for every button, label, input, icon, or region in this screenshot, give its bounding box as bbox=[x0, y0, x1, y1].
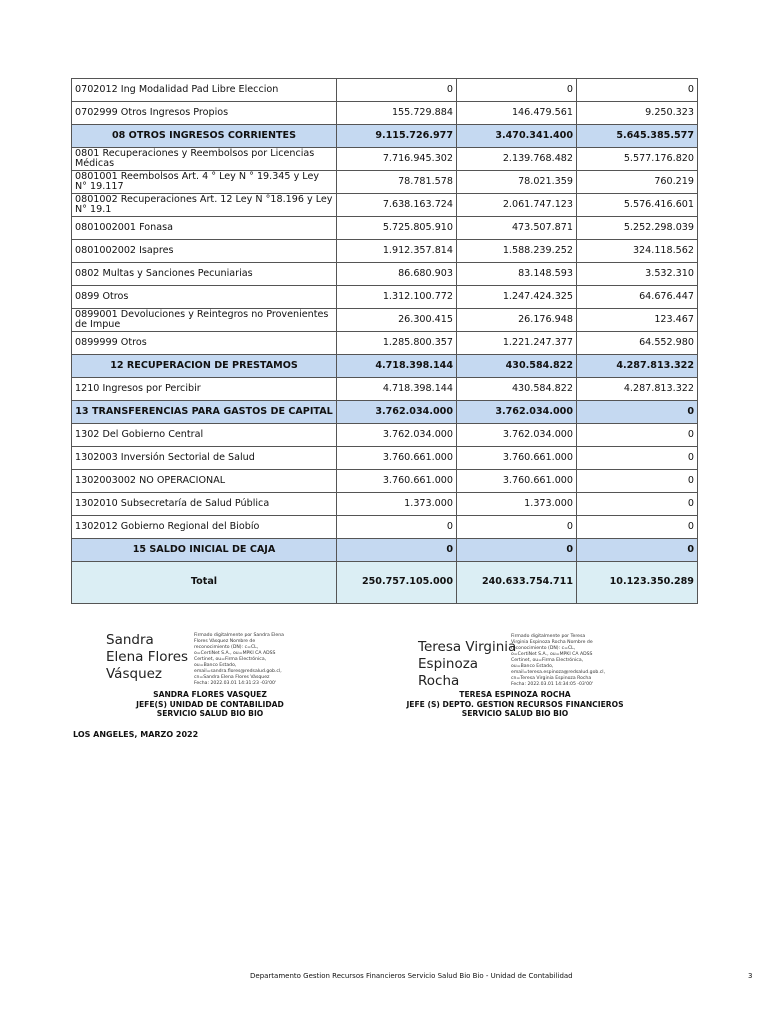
signer-org: SERVICIO SALUD BIO BIO bbox=[461, 709, 569, 719]
table-row bbox=[72, 286, 698, 309]
amount-cell-1: 1.312.100.772 bbox=[337, 286, 457, 309]
amount-cell-3: 324.118.562 bbox=[577, 240, 698, 263]
income-table-body bbox=[72, 79, 698, 604]
signature-name-line: Espinoza bbox=[418, 656, 479, 672]
amount-cell-1: 0 bbox=[337, 516, 457, 539]
section-header-row bbox=[72, 355, 698, 378]
amount-cell-1: 3.760.661.000 bbox=[337, 447, 457, 470]
signature-name-line: Teresa Virginia bbox=[418, 639, 517, 655]
table-row bbox=[72, 102, 698, 125]
amount-cell-2: 1.373.000 bbox=[457, 493, 577, 516]
amount-cell-1: 1.373.000 bbox=[337, 493, 457, 516]
signature-mark-sandra bbox=[106, 632, 188, 683]
account-description-cell: 1210 Ingresos por Percibir bbox=[72, 378, 337, 401]
amount-cell-2: 3.762.034.000 bbox=[457, 424, 577, 447]
amount-cell-1: 7.716.945.302 bbox=[337, 148, 457, 171]
amount-cell-3: 0 bbox=[577, 539, 698, 562]
amount-cell-2: 0 bbox=[457, 516, 577, 539]
table-row bbox=[72, 493, 698, 516]
table-row bbox=[72, 79, 698, 102]
amount-cell-1: 26.300.415 bbox=[337, 309, 457, 332]
signature-caption-sandra bbox=[100, 690, 320, 719]
amount-cell-1: 86.680.903 bbox=[337, 263, 457, 286]
amount-cell-3: 5.645.385.577 bbox=[577, 125, 698, 148]
account-description-cell: Total bbox=[72, 562, 337, 604]
amount-cell-2: 2.139.768.482 bbox=[457, 148, 577, 171]
amount-cell-3: 0 bbox=[577, 424, 698, 447]
account-description-cell: 0899001 Devoluciones y Reintegros no Provenientes de Impue bbox=[72, 309, 337, 332]
amount-cell-1: 3.762.034.000 bbox=[337, 424, 457, 447]
signer-role: JEFE (S) DEPTO. GESTION RECURSOS FINANCIEROS bbox=[406, 699, 624, 709]
amount-cell-3: 760.219 bbox=[577, 171, 698, 194]
amount-cell-2: 0 bbox=[457, 539, 577, 562]
section-header-row bbox=[72, 539, 698, 562]
signature-name-line: Elena Flores bbox=[106, 649, 189, 665]
signature-caption-teresa bbox=[380, 690, 650, 719]
amount-cell-1: 3.760.661.000 bbox=[337, 470, 457, 493]
amount-cell-3: 0 bbox=[577, 516, 698, 539]
page-number: 3 bbox=[748, 972, 753, 980]
amount-cell-3: 0 bbox=[577, 493, 698, 516]
account-description-cell: 0702012 Ing Modalidad Pad Libre Eleccion bbox=[72, 79, 337, 102]
amount-cell-3: 3.532.310 bbox=[577, 263, 698, 286]
signature-details-teresa: Firmado digitalmente por Teresa Virginia Espinoza Rocha Nombre de reconocimiento (DN): c=CL, o=CertiNet S.A., ou=MPKI CA ADSS Certinet, ou=Firma Electrónica, ou=Banco Estado, email=teresa.espinoza@redsalud.gob.cl, cn=Teresa Virginia Espinoza Rocha Fecha: 2022.03.01 14:34:05 -03'00' bbox=[511, 634, 606, 687]
amount-cell-2: 0 bbox=[457, 79, 577, 102]
signature-mark-teresa bbox=[418, 639, 516, 690]
signature-name-line: Rocha bbox=[418, 673, 460, 689]
account-description-cell: 0899999 Otros bbox=[72, 332, 337, 355]
amount-cell-2: 26.176.948 bbox=[457, 309, 577, 332]
amount-cell-2: 83.148.593 bbox=[457, 263, 577, 286]
amount-cell-3: 5.576.416.601 bbox=[577, 194, 698, 217]
table-row bbox=[72, 148, 698, 171]
footer-text: Departamento Gestion Recursos Financieros Servicio Salud Bio Bio - Unidad de Contabilidad bbox=[250, 972, 573, 980]
amount-cell-3: 0 bbox=[577, 401, 698, 424]
amount-cell-2: 3.762.034.000 bbox=[457, 401, 577, 424]
amount-cell-2: 1.221.247.377 bbox=[457, 332, 577, 355]
amount-cell-1: 7.638.163.724 bbox=[337, 194, 457, 217]
table-row bbox=[72, 217, 698, 240]
account-description-cell: 1302012 Gobierno Regional del Biobío bbox=[72, 516, 337, 539]
amount-cell-3: 10.123.350.289 bbox=[577, 562, 698, 604]
amount-cell-3: 123.467 bbox=[577, 309, 698, 332]
income-table bbox=[71, 78, 698, 604]
section-header-row bbox=[72, 125, 698, 148]
amount-cell-2: 430.584.822 bbox=[457, 378, 577, 401]
amount-cell-1: 250.757.105.000 bbox=[337, 562, 457, 604]
amount-cell-2: 3.470.341.400 bbox=[457, 125, 577, 148]
account-description-cell: 0802 Multas y Sanciones Pecuniarias bbox=[72, 263, 337, 286]
amount-cell-3: 4.287.813.322 bbox=[577, 378, 698, 401]
section-header-row bbox=[72, 401, 698, 424]
account-description-cell: 1302003 Inversión Sectorial de Salud bbox=[72, 447, 337, 470]
amount-cell-3: 0 bbox=[577, 447, 698, 470]
amount-cell-1: 9.115.726.977 bbox=[337, 125, 457, 148]
total-row bbox=[72, 562, 698, 604]
account-description-cell: 0801002 Recuperaciones Art. 12 Ley N °18.196 y Ley N° 19.1 bbox=[72, 194, 337, 217]
signer-name: SANDRA FLORES VASQUEZ bbox=[153, 690, 267, 699]
signature-name-line: Vásquez bbox=[106, 666, 163, 682]
place-and-date: LOS ANGELES, MARZO 2022 bbox=[73, 730, 199, 739]
table-row bbox=[72, 240, 698, 263]
amount-cell-2: 240.633.754.711 bbox=[457, 562, 577, 604]
signer-org: SERVICIO SALUD BIO BIO bbox=[156, 709, 264, 719]
table-row bbox=[72, 470, 698, 493]
account-description-cell: 08 OTROS INGRESOS CORRIENTES bbox=[72, 125, 337, 148]
amount-cell-2: 3.760.661.000 bbox=[457, 470, 577, 493]
amount-cell-1: 3.762.034.000 bbox=[337, 401, 457, 424]
amount-cell-1: 1.912.357.814 bbox=[337, 240, 457, 263]
report-sheet bbox=[71, 78, 697, 604]
amount-cell-1: 4.718.398.144 bbox=[337, 355, 457, 378]
account-description-cell: 12 RECUPERACION DE PRESTAMOS bbox=[72, 355, 337, 378]
amount-cell-2: 2.061.747.123 bbox=[457, 194, 577, 217]
account-description-cell: 0801 Recuperaciones y Reembolsos por Licencias Médicas bbox=[72, 148, 337, 171]
table-row bbox=[72, 332, 698, 355]
table-row bbox=[72, 378, 698, 401]
account-description-cell: 1302 Del Gobierno Central bbox=[72, 424, 337, 447]
amount-cell-1: 1.285.800.357 bbox=[337, 332, 457, 355]
account-description-cell: 1302010 Subsecretaría de Salud Pública bbox=[72, 493, 337, 516]
amount-cell-1: 155.729.884 bbox=[337, 102, 457, 125]
amount-cell-3: 64.676.447 bbox=[577, 286, 698, 309]
amount-cell-3: 5.252.298.039 bbox=[577, 217, 698, 240]
account-description-cell: 13 TRANSFERENCIAS PARA GASTOS DE CAPITAL bbox=[72, 401, 337, 424]
signer-role: JEFE(S) UNIDAD DE CONTABILIDAD bbox=[136, 699, 284, 709]
table-row bbox=[72, 516, 698, 539]
account-description-cell: 0702999 Otros Ingresos Propios bbox=[72, 102, 337, 125]
account-description-cell: 0801002002 Isapres bbox=[72, 240, 337, 263]
amount-cell-3: 4.287.813.322 bbox=[577, 355, 698, 378]
account-description-cell: 15 SALDO INICIAL DE CAJA bbox=[72, 539, 337, 562]
amount-cell-1: 78.781.578 bbox=[337, 171, 457, 194]
amount-cell-3: 0 bbox=[577, 470, 698, 493]
amount-cell-2: 1.247.424.325 bbox=[457, 286, 577, 309]
amount-cell-1: 5.725.805.910 bbox=[337, 217, 457, 240]
amount-cell-3: 64.552.980 bbox=[577, 332, 698, 355]
amount-cell-2: 3.760.661.000 bbox=[457, 447, 577, 470]
account-description-cell: 1302003002 NO OPERACIONAL bbox=[72, 470, 337, 493]
signer-name: TERESA ESPINOZA ROCHA bbox=[459, 690, 571, 699]
table-row bbox=[72, 309, 698, 332]
table-row bbox=[72, 447, 698, 470]
amount-cell-1: 4.718.398.144 bbox=[337, 378, 457, 401]
account-description-cell: 0899 Otros bbox=[72, 286, 337, 309]
amount-cell-2: 1.588.239.252 bbox=[457, 240, 577, 263]
amount-cell-1: 0 bbox=[337, 539, 457, 562]
account-description-cell: 0801001 Reembolsos Art. 4 ° Ley N ° 19.345 y Ley N° 19.117 bbox=[72, 171, 337, 194]
table-row bbox=[72, 171, 698, 194]
amount-cell-1: 0 bbox=[337, 79, 457, 102]
amount-cell-2: 473.507.871 bbox=[457, 217, 577, 240]
account-description-cell: 0801002001 Fonasa bbox=[72, 217, 337, 240]
table-row bbox=[72, 263, 698, 286]
amount-cell-3: 9.250.323 bbox=[577, 102, 698, 125]
signature-name-line: Sandra bbox=[106, 632, 154, 648]
amount-cell-2: 78.021.359 bbox=[457, 171, 577, 194]
amount-cell-3: 0 bbox=[577, 79, 698, 102]
amount-cell-2: 430.584.822 bbox=[457, 355, 577, 378]
table-row bbox=[72, 194, 698, 217]
amount-cell-3: 5.577.176.820 bbox=[577, 148, 698, 171]
amount-cell-2: 146.479.561 bbox=[457, 102, 577, 125]
signature-details-sandra: Firmado digitalmente por Sandra Elena Flores Vásquez Nombre de reconocimiento (DN): c=CL, o=CertiNet S.A., ou=MPKI CA ADSS Certinet, ou=Firma Electrónica, ou=Banco Estado, email=sandra.flores@redsalud.gob.cl, cn=Sandra Elena Flores Vásquez Fecha: 2022.03.01 14:31:23 -03'00' bbox=[194, 633, 284, 686]
table-row bbox=[72, 424, 698, 447]
